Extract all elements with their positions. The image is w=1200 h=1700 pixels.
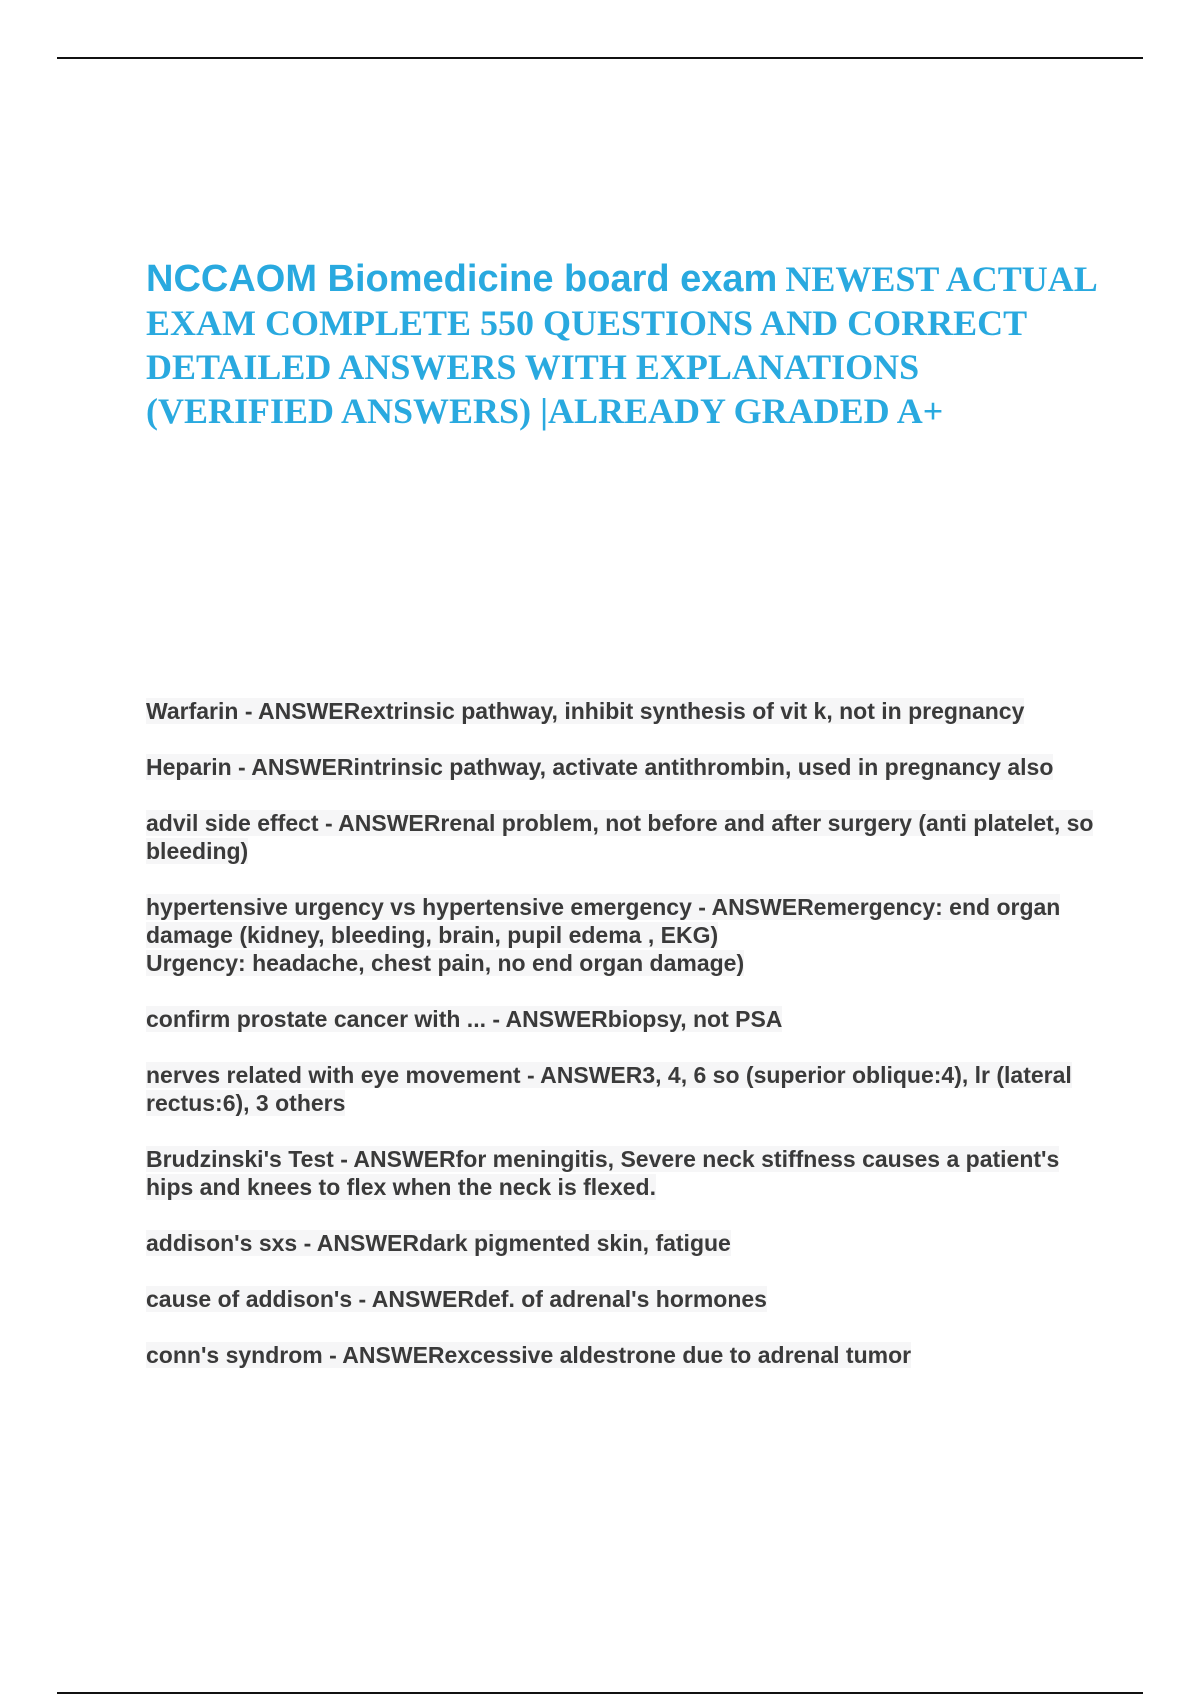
- flashcard-item: [146, 1341, 1106, 1369]
- flashcard-text: cause of addison's - ANSWERdef. of adrenal's hormones: [146, 1286, 767, 1312]
- flashcard-item: [146, 809, 1106, 865]
- flashcard-item: [146, 1229, 1106, 1257]
- flashcard-item: [146, 893, 1106, 977]
- top-rule: [57, 57, 1143, 59]
- flashcard-item: [146, 1145, 1106, 1201]
- title-lead: NCCAOM Biomedicine board exam: [146, 258, 778, 300]
- flashcard-item: [146, 1285, 1106, 1313]
- document-title: [146, 258, 1106, 434]
- flashcard-text: Heparin - ANSWERintrinsic pathway, activate antithrombin, used in pregnancy also: [146, 754, 1054, 780]
- flashcard-text: advil side effect - ANSWERrenal problem, not before and after surgery (anti platelet, so bleeding): [146, 810, 1094, 864]
- flashcard-text: addison's sxs - ANSWERdark pigmented skin, fatigue: [146, 1230, 731, 1256]
- flashcard-text: Warfarin - ANSWERextrinsic pathway, inhibit synthesis of vit k, not in pregnancy: [146, 698, 1025, 724]
- flashcard-text: Brudzinski's Test - ANSWERfor meningitis, Severe neck stiffness causes a patient's hips and knees to flex when the neck is flexed.: [146, 1146, 1060, 1200]
- flashcard-item: [146, 697, 1106, 725]
- title-rest: NEWEST ACTUAL EXAM COMPLETE 550 QUESTIONS AND CORRECT DETAILED ANSWERS WITH EXPLANATIONS (VERIFIED ANSWERS) |ALREADY GRADED A+: [146, 259, 1096, 431]
- bottom-rule: [57, 1692, 1143, 1694]
- flashcard-item: [146, 1005, 1106, 1033]
- flashcard-text: hypertensive urgency vs hypertensive emergency - ANSWERemergency: end organ damage (kidney, bleeding, brain, pupil edema , EKG) Urgency: headache, chest pain, no end organ damage): [146, 894, 1061, 976]
- flashcard-item: [146, 1061, 1106, 1117]
- flashcard-text: confirm prostate cancer with ... - ANSWERbiopsy, not PSA: [146, 1006, 783, 1032]
- flashcard-item: [146, 753, 1106, 781]
- flashcard-text: nerves related with eye movement - ANSWER3, 4, 6 so (superior oblique:4), lr (lateral rectus:6), 3 others: [146, 1062, 1072, 1116]
- flashcard-list: [146, 697, 1106, 1397]
- flashcard-text: conn's syndrom - ANSWERexcessive aldestrone due to adrenal tumor: [146, 1342, 912, 1368]
